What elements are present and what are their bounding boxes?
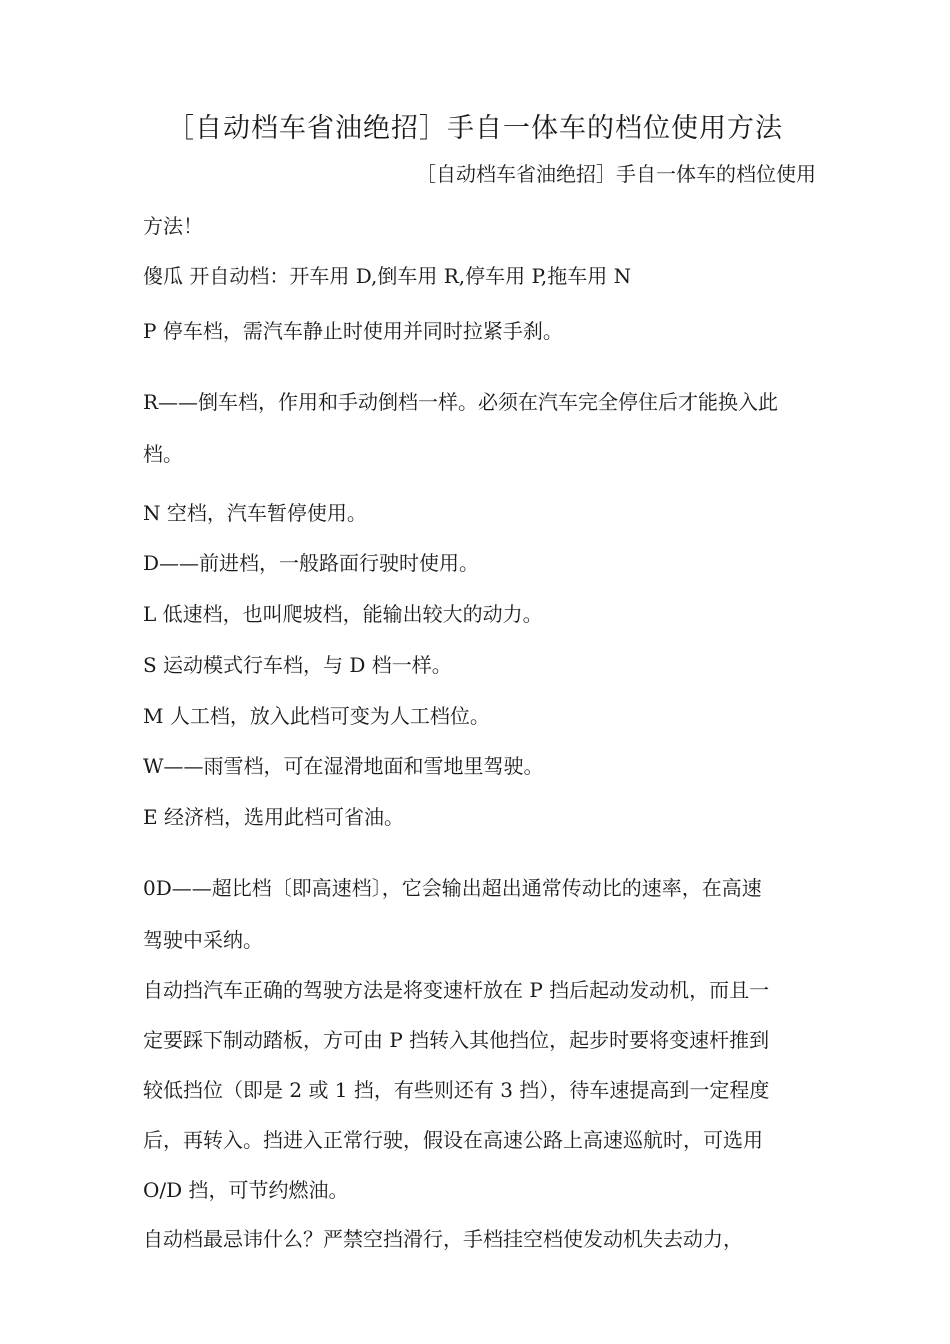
text-line: 后，再转入。挡进入正常行驶，假设在高速公路上高速巡航时，可选用 [143,1128,763,1152]
text-line: S 运动模式行车档，与 D 档一样。 [143,653,452,677]
text-line: 定要踩下制动踏板，方可由 P 挡转入其他挡位，起步时要将变速杆推到 [143,1028,770,1052]
text-line: 方法！ [143,214,203,238]
text-line: 自动档最忌讳什么？严禁空挡滑行，手档挂空档使发动机失去动力， [143,1227,743,1251]
text-line: M 人工档，放入此档可变为人工档位。 [143,704,490,728]
text-line: 较低挡位（即是 2 或 1 挡，有些则还有 3 挡），待车速提高到一定程度 [143,1078,770,1102]
text-line: O/D 挡，可节约燃油。 [143,1178,349,1202]
text-line: D——前进档，一般路面行驶时使用。 [143,551,480,575]
text-line: 自动挡汽车正确的驾驶方法是将变速杆放在 P 挡后起动发动机，而且一 [143,978,770,1002]
text-line: N 空档，汽车暂停使用。 [143,501,367,525]
text-line: E 经济档，选用此档可省油。 [143,805,404,829]
text-line: L 低速档，也叫爬坡档，能输出较大的动力。 [143,602,543,626]
document-subtitle-line: ［自动档车省油绝招］手自一体车的档位使用 [416,162,816,186]
text-line: 0D——超比档〔即高速档〕，它会输出超出通常传动比的速率，在高速 [143,876,762,900]
text-line: 档。 [143,442,183,466]
text-line: 傻瓜 开自动档：开车用 D,倒车用 R,停车用 P,拖车用 N [143,264,632,288]
text-line: W——雨雪档，可在湿滑地面和雪地里驾驶。 [143,754,544,778]
text-line: 驾驶中采纳。 [143,928,263,952]
text-line: P 停车档，需汽车静止时使用并同时拉紧手刹。 [143,319,563,343]
text-line: R——倒车档，作用和手动倒档一样。必须在汽车完全停住后才能换入此 [143,390,779,414]
document-title: ［自动档车省油绝招］手自一体车的档位使用方法 [167,113,783,144]
